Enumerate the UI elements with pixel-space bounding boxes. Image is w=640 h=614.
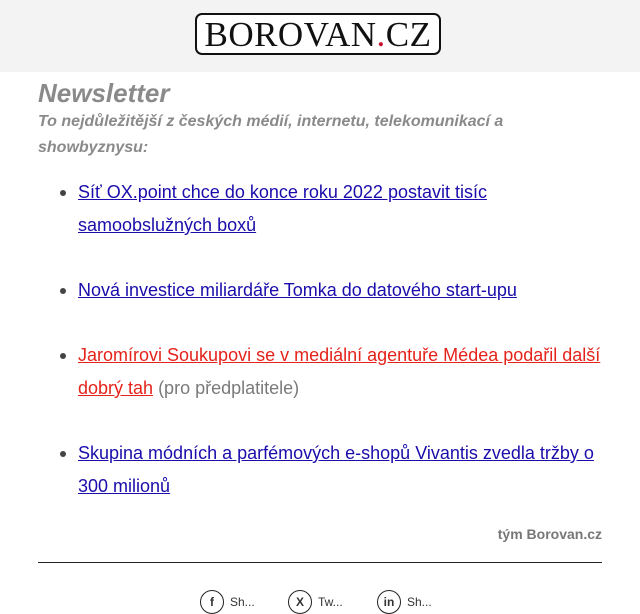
share-label: Sh...: [407, 595, 432, 609]
linkedin-icon: in: [377, 590, 401, 614]
news-item: [38, 437, 604, 503]
news-link-vivantis[interactable]: Skupina módních a parfémových e-shopů Vivantis zvedla tržby o 300 milionů: [78, 443, 594, 496]
signature: tým Borovan.cz: [497, 526, 602, 542]
news-link-tomek[interactable]: Nová investice miliardáře Tomka do datového start-upu: [78, 280, 517, 300]
news-list: [38, 176, 604, 503]
newsletter-title: Newsletter: [38, 78, 170, 108]
news-item: [38, 176, 604, 242]
divider: [38, 562, 602, 563]
facebook-icon: f: [200, 590, 224, 614]
newsletter-subtitle: To nejdůležitější z českých médií, internetu, telekomunikací a showbyznysu:: [38, 113, 504, 156]
x-icon: X: [288, 590, 312, 614]
borovan-logo[interactable]: [195, 13, 441, 55]
logo-dot: .: [376, 14, 386, 54]
share-facebook-button[interactable]: [200, 590, 255, 614]
news-item: [38, 274, 604, 307]
news-item: [38, 339, 604, 405]
share-label: Sh...: [230, 595, 255, 609]
share-linkedin-button[interactable]: [377, 590, 432, 614]
share-x-button[interactable]: [288, 590, 343, 614]
news-link-soukup[interactable]: Jaromírovi Soukupovi se v mediální agentuře Médea podařil další dobrý tah: [78, 345, 601, 398]
share-label: Tw...: [318, 595, 343, 609]
logo-tld-text: CZ: [385, 14, 432, 54]
subscriber-note: (pro předplatitele): [153, 378, 300, 398]
news-link-oxpoint[interactable]: Síť OX.point chce do konce roku 2022 postavit tisíc samoobslužných boxů: [78, 182, 487, 235]
header-bar: [0, 0, 640, 72]
logo-main-text: BOROVAN: [204, 14, 377, 54]
